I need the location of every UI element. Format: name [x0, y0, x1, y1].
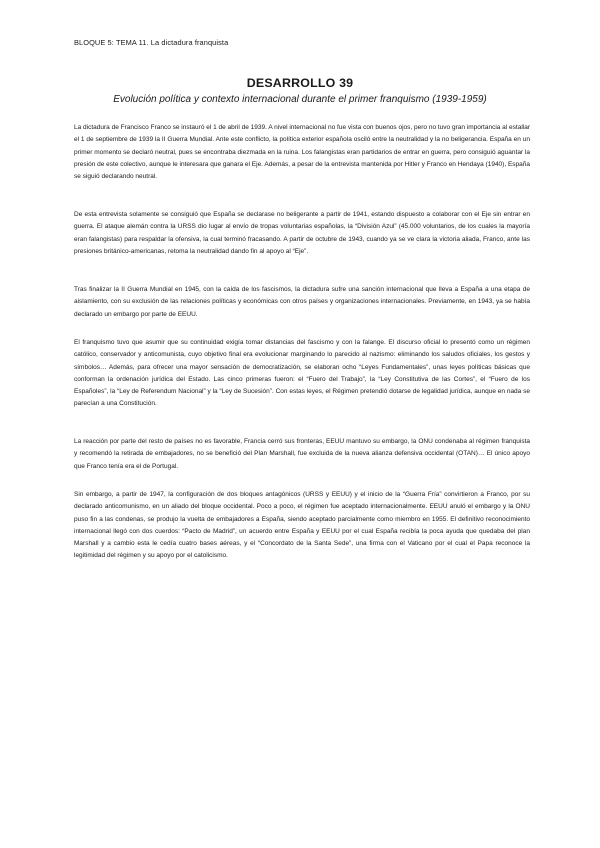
- paragraph-5: La reacción por parte del resto de países no es favorable, Francia cerró sus fronteras, EEUU mantuvo su embargo, la ONU condenaba al régimen franquista y recomendó la retirada de embajadores, no se benefició del Plan Marshall, fue excluida de la nueva alianza defensiva occidental (OTAN)… El único apoyo que Franco tenía era el de Portugal.: [74, 438, 530, 470]
- paragraph-4: El franquismo tuvo que asumir que su continuidad exigía tomar distancias del fascismo y con la falange. El discurso oficial lo presentó como un régimen católico, conservador y anticomunista, cuyo objetivo final era evolucionar marginando lo parecido al nazismo: eliminando los saludos oficiales, los gestos y símbolos… Además, para ofrecer una mayor sensación de democratización, se elaboran ocho “Leyes Fundamentales”, unas leyes políticas básicas que conforman la ordenación jurídica del Estado. Las cinco primeras fueron: el “Fuero del Trabajo”, la “Ley Constitutiva de las Cortes”, el “Fuero de los Españoles”, la “Ley de Referendum Nacional” y la “Ley de Sucesión”. Con estas leyes, el Régimen pretendió dotarse de legalidad jurídica, aunque en nada se parecían a una Constitución.: [74, 339, 530, 408]
- document-title: DESARROLLO 39: [246, 76, 354, 90]
- paragraph-1: La dictadura de Francisco Franco se instauró el 1 de abril de 1939. A nivel internacional no fue vista con buenos ojos, pero no tuvo gran importancia al estallar el 1 de septiembre de 1939 la II Guerra Mundial. Ante este conflicto, la política exterior española osciló entre la neutralidad y la no beligerancia. España en un primer momento se declaró neutral, pues se encontraba diezmada en la ruina. Los falangistas eran partidarios de entrar en guerra, pero consiguió aguantar la presión de este colectivo, aunque le interesara que ganara el Eje. Además, a pesar de la entrevista mantenida por Hitler y Franco en Hendaya (1940), España se siguió declarando neutral.: [74, 124, 530, 181]
- paragraph-3: Tras finalizar la II Guerra Mundial en 1945, con la caída de los fascismos, la dictadura sufre una sanción internacional que lleva a España a una etapa de aislamiento, con su exclusión de las relaciones políticas y económicas con otros países y organizaciones internacionales. Previamente, en 1943, ya se había declarado un embargo por parte de EEUU.: [74, 286, 530, 318]
- paragraph-6: Sin embargo, a partir de 1947, la configuración de dos bloques antagónicos (URSS y EEUU) y el inicio de la “Guerra Fría” convirtieron a Franco, por su declarado anticomunismo, en un aliado del bloque occidental. Poco a poco, el régimen fue aceptado internacionalmente. EEUU anuló el embargo y la ONU puso fin a las condenas, se produjo la vuelta de embajadores a España, siendo aceptado parcialmente como miembro en 1955. El definitivo reconocimiento internacional llegó con dos cuerdos: “Pacto de Madrid”, un acuerdo entre España y EEUU por el cual España recibía la poca ayuda que quedaba del plan Marshall y a cambio esta le cedía cuatro bases aéreas, y el “Concordato de la Santa Sede”, una firma con el Vaticano por el cual el Papa reconoce la legitimidad del régimen y su apoyo por el catolicismo.: [74, 491, 530, 560]
- running-header: BLOQUE 5: TEMA 11. La dictadura franquista: [74, 38, 229, 47]
- document-subtitle: Evolución política y contexto internacional durante el primer franquismo (1939-1959): [113, 94, 487, 105]
- paragraph-2: De esta entrevista solamente se consiguió que España se declarase no beligerante a partir de 1941, estando dispuesto a colaborar con el Eje sin entrar en guerra. El ataque alemán contra la URSS dio lugar al envío de tropas voluntarias españolas, la “División Azul” (45.000 voluntarios, de los cuales la mayoría eran falangistas) para respaldar la ofensiva, la cual terminó fracasando. A partir de octubre de 1943, cuando ya se ve clara la victoria aliada, Franco, ante las presiones británico-americanas, retoma la neutralidad dando fin al apoyo al “Eje”.: [74, 211, 530, 255]
